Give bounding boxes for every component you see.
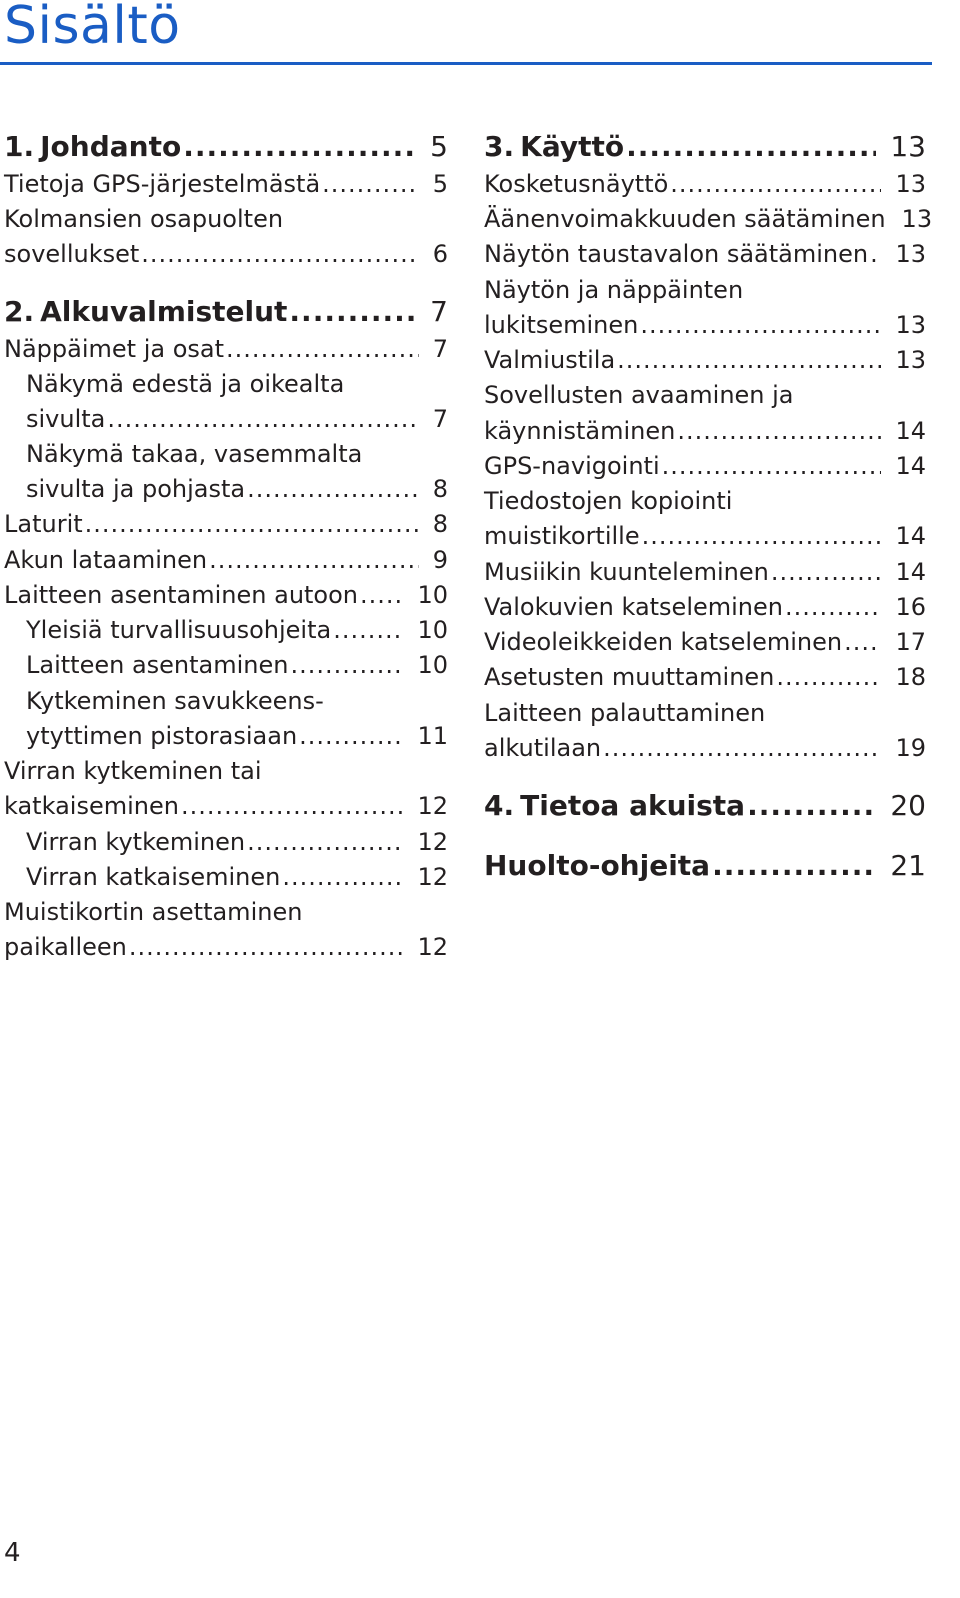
page-ref: 12 — [417, 863, 448, 891]
dot-leader — [360, 580, 403, 610]
toc-entry[interactable] — [4, 334, 448, 364]
entry-title: Akun lataaminen — [4, 546, 208, 574]
dot-leader — [299, 721, 403, 751]
dot-leader — [333, 615, 403, 645]
entry-title: sivulta — [26, 405, 106, 433]
page-ref: 13 — [901, 205, 933, 233]
entry-title: Äänenvoimakkuuden säätäminen — [484, 205, 886, 233]
dot-leader — [209, 545, 419, 575]
toc-chapter-3[interactable] — [484, 130, 926, 164]
chapter-number: 4. — [484, 789, 515, 822]
toc-entry[interactable] — [484, 521, 926, 551]
entry-title: Valokuvien katseleminen — [484, 593, 783, 621]
chapter-title: Käyttö — [520, 130, 625, 163]
entry-title: Asetusten muuttaminen — [484, 663, 775, 691]
chapter-number: 1. — [4, 130, 35, 163]
page-ref: 20 — [890, 789, 926, 822]
dot-leader — [289, 295, 416, 329]
page-ref: 13 — [890, 130, 926, 163]
page-ref: 7 — [432, 405, 448, 433]
toc-entry[interactable] — [26, 615, 448, 645]
page-ref: 8 — [432, 510, 448, 538]
entry-title: Valmiustila — [484, 346, 616, 374]
entry-title: Laitteen asentaminen — [26, 651, 289, 679]
dot-leader — [247, 827, 403, 857]
toc-entry[interactable] — [4, 791, 448, 821]
page-ref: 14 — [895, 417, 926, 445]
entry-title: sivulta ja pohjasta — [26, 475, 246, 503]
dot-leader — [247, 474, 419, 504]
dot-leader — [662, 451, 882, 481]
entry-title: Tietoja GPS-järjestelmästä — [4, 170, 321, 198]
title-rule — [0, 62, 932, 65]
entry-title: Yleisiä turvallisuusohjeita — [26, 616, 332, 644]
page-ref: 13 — [895, 346, 926, 374]
toc-entry[interactable] — [4, 545, 448, 575]
toc-entry-line[interactable]: Näytön ja näppäinten — [484, 276, 744, 304]
chapter-title: Huolto-ohjeita — [484, 849, 711, 882]
dot-leader — [670, 169, 881, 199]
toc-entry-line[interactable]: Sovellusten avaaminen ja — [484, 381, 794, 409]
toc-entry-line[interactable]: Kytkeminen savukkeens- — [26, 687, 324, 715]
entry-title: GPS-navigointi — [484, 452, 660, 480]
toc-entry-line[interactable]: Laitteen palauttaminen — [484, 699, 766, 727]
entry-title: Laturit — [4, 510, 83, 538]
chapter-title: Tietoa akuista — [520, 789, 746, 822]
dot-leader — [677, 416, 881, 446]
toc-entry[interactable] — [484, 627, 926, 657]
page-ref: 14 — [895, 452, 926, 480]
page-ref: 16 — [895, 593, 926, 621]
dot-leader — [617, 345, 881, 375]
toc-entry[interactable] — [484, 662, 926, 692]
toc-entry[interactable] — [484, 557, 926, 587]
dot-leader — [747, 789, 876, 823]
page-number: 4 — [4, 1538, 21, 1568]
entry-title: katkaiseminen — [4, 792, 179, 820]
toc-entry[interactable] — [484, 733, 926, 763]
toc-entry[interactable] — [26, 721, 448, 751]
dot-leader — [181, 791, 404, 821]
dot-leader — [603, 733, 881, 763]
dot-leader — [107, 404, 418, 434]
chapter-title: Alkuvalmistelut — [40, 295, 288, 328]
page-ref: 14 — [895, 558, 926, 586]
entry-title: paikalleen — [4, 933, 127, 961]
entry-title: ytyttimen pistorasiaan — [26, 722, 298, 750]
toc-entry-line[interactable]: Näkymä takaa, vasemmalta — [26, 440, 363, 468]
dot-leader — [844, 627, 881, 657]
toc-entry[interactable] — [484, 451, 926, 481]
page-ref: 9 — [432, 546, 448, 574]
toc-entry[interactable] — [484, 169, 926, 199]
toc-chapter-4[interactable] — [484, 789, 926, 823]
page-ref: 7 — [430, 295, 448, 328]
toc-entry-line[interactable]: Muistikortin asettaminen — [4, 898, 303, 926]
toc-entry[interactable] — [4, 932, 448, 962]
dot-leader — [183, 130, 416, 164]
toc-entry[interactable] — [26, 827, 448, 857]
toc-entry[interactable] — [484, 416, 926, 446]
page-ref: 12 — [417, 792, 448, 820]
toc-entry[interactable] — [484, 310, 926, 340]
entry-title: lukitseminen — [484, 311, 639, 339]
page-ref: 12 — [417, 828, 448, 856]
entry-title: Kosketusnäyttö — [484, 170, 669, 198]
entry-title: alkutilaan — [484, 734, 602, 762]
toc-entry[interactable] — [484, 592, 926, 622]
dot-leader — [282, 862, 403, 892]
dot-leader — [776, 662, 881, 692]
page-ref: 18 — [895, 663, 926, 691]
chapter-title: Johdanto — [40, 130, 182, 163]
entry-title: sovellukset — [4, 240, 140, 268]
dot-leader — [640, 310, 881, 340]
dot-leader — [85, 509, 419, 539]
toc-entry-line[interactable]: Virran kytkeminen tai — [4, 757, 262, 785]
page-ref: 10 — [417, 581, 448, 609]
dot-leader — [870, 239, 881, 269]
dot-leader — [290, 650, 403, 680]
toc-entry[interactable] — [26, 404, 448, 434]
toc-entry-line[interactable]: Kolmansien osapuolten — [4, 205, 284, 233]
page-title: Sisältö — [4, 0, 181, 56]
toc-entry-line[interactable]: Tiedostojen kopiointi — [484, 487, 733, 515]
page-ref: 13 — [895, 311, 926, 339]
page-ref: 10 — [417, 616, 448, 644]
entry-title: Virran kytkeminen — [26, 828, 246, 856]
entry-title: käynnistäminen — [484, 417, 676, 445]
entry-title: Virran katkaiseminen — [26, 863, 281, 891]
entry-title: muistikortille — [484, 522, 640, 550]
toc-entry[interactable] — [484, 345, 926, 375]
page-ref: 12 — [417, 933, 448, 961]
toc-entry[interactable] — [484, 239, 926, 269]
page-ref: 5 — [432, 170, 448, 198]
dot-leader — [322, 169, 419, 199]
toc-entry[interactable] — [26, 650, 448, 680]
entry-title: Musiikin kuunteleminen — [484, 558, 769, 586]
page-ref: 7 — [432, 335, 448, 363]
page-ref: 19 — [895, 734, 926, 762]
dot-leader — [141, 239, 418, 269]
dot-leader — [226, 334, 419, 364]
page-ref: 8 — [432, 475, 448, 503]
page-ref: 21 — [890, 849, 926, 882]
toc-entry[interactable] — [26, 862, 448, 892]
page-ref: 13 — [895, 170, 926, 198]
toc-chapter-5[interactable] — [484, 849, 926, 883]
toc-entry[interactable] — [4, 509, 448, 539]
toc-entry[interactable] — [4, 169, 448, 199]
dot-leader — [785, 592, 881, 622]
toc-entry-line[interactable]: Näkymä edestä ja oikealta — [26, 370, 345, 398]
dot-leader — [771, 557, 882, 587]
dot-leader — [626, 130, 876, 164]
entry-title: Laitteen asentaminen autoon — [4, 581, 359, 609]
page-ref: 17 — [895, 628, 926, 656]
dot-leader — [712, 849, 876, 883]
toc-entry[interactable] — [4, 580, 448, 610]
page-ref: 13 — [895, 240, 926, 268]
chapter-number: 3. — [484, 130, 515, 163]
toc-entry[interactable] — [26, 474, 448, 504]
page-ref: 11 — [417, 722, 448, 750]
toc-chapter-2[interactable] — [4, 295, 448, 329]
entry-title: Videoleikkeiden katseleminen — [484, 628, 843, 656]
toc-chapter-1[interactable] — [4, 130, 448, 164]
entry-title: Näppäimet ja osat — [4, 335, 224, 363]
page-ref: 5 — [430, 130, 448, 163]
dot-leader — [642, 521, 882, 551]
entry-title: Näytön taustavalon säätäminen — [484, 240, 869, 268]
toc-entry[interactable] — [484, 204, 933, 234]
dot-leader — [129, 932, 404, 962]
page-ref: 10 — [417, 651, 448, 679]
chapter-number: 2. — [4, 295, 35, 328]
toc-entry[interactable] — [4, 239, 448, 269]
page-ref: 14 — [895, 522, 926, 550]
page-ref: 6 — [432, 240, 448, 268]
